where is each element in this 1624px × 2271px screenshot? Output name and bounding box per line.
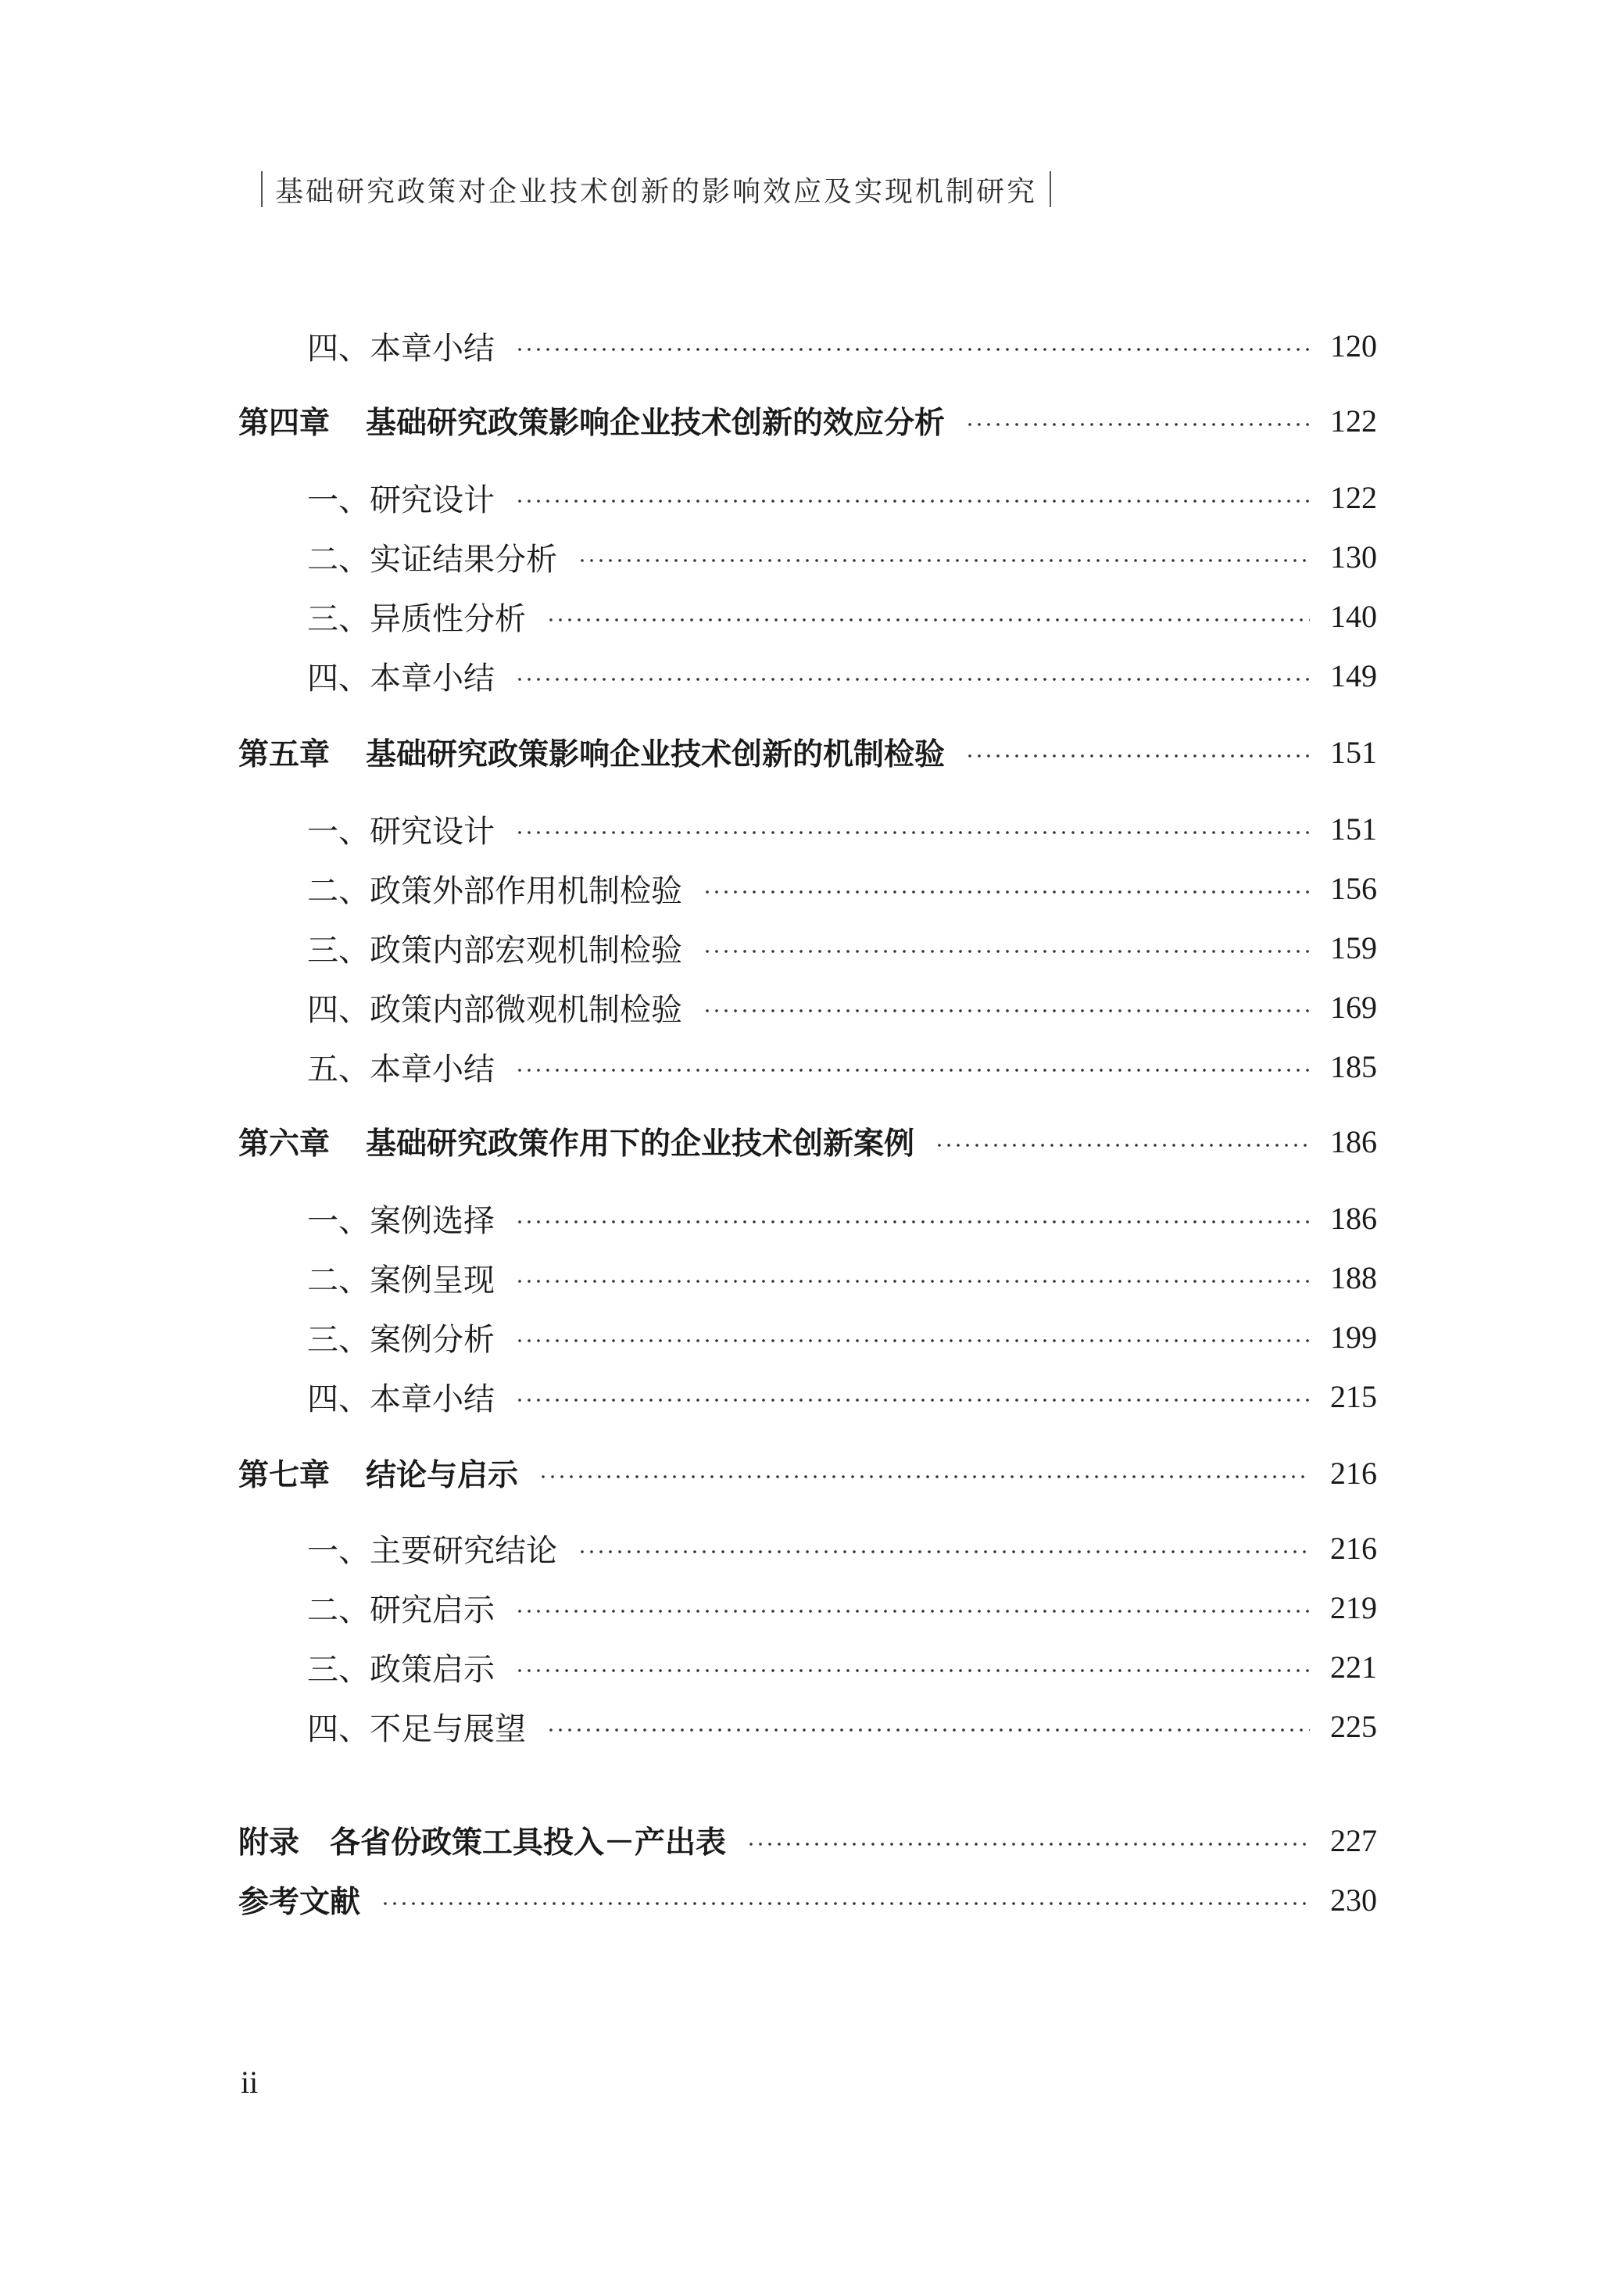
appendix-title: 附录 各省份政策工具投入－产出表	[238, 1825, 727, 1861]
toc-entry-section[interactable]	[307, 1315, 1377, 1359]
header-left-rule	[261, 171, 263, 207]
section-title: 四、不足与展望	[307, 1710, 526, 1747]
running-header	[249, 167, 1064, 211]
toc-entry-chapter[interactable]	[238, 399, 1377, 442]
toc-entry-section[interactable]	[307, 1044, 1377, 1088]
section-title: 四、政策内部微观机制检验	[307, 991, 682, 1028]
dot-leader	[578, 558, 1310, 563]
page-number: 140	[1330, 598, 1377, 634]
dot-leader	[546, 1728, 1310, 1732]
page-number: 122	[1330, 403, 1377, 439]
section-title: 一、案例选择	[307, 1202, 495, 1239]
dot-leader	[703, 1008, 1310, 1013]
page-number: 151	[1330, 811, 1377, 847]
page-number: 151	[1330, 734, 1377, 770]
dot-leader	[546, 618, 1310, 622]
running-title: 基础研究政策对企业技术创新的影响效应及实现机制研究	[275, 175, 1038, 208]
page-number: 159	[1330, 930, 1377, 965]
toc-entry-section[interactable]	[307, 1255, 1377, 1299]
header-right-rule	[1050, 171, 1051, 207]
page-number: 122	[1330, 479, 1377, 515]
page-number: 227	[1330, 1822, 1377, 1858]
toc-entry-section[interactable]	[307, 1704, 1377, 1748]
page-number: 186	[1330, 1123, 1377, 1159]
dot-leader	[515, 1398, 1310, 1402]
dot-leader	[538, 1474, 1310, 1479]
chapter-number: 第四章	[238, 406, 331, 441]
page-number: 156	[1330, 870, 1377, 906]
page-number: 225	[1330, 1708, 1377, 1744]
section-title: 二、研究启示	[307, 1592, 495, 1628]
dot-leader	[515, 1609, 1310, 1614]
dot-leader	[935, 1143, 1310, 1148]
toc-entry-section[interactable]	[307, 866, 1377, 910]
toc-entry-section[interactable]	[307, 594, 1377, 638]
references-title: 参考文献	[238, 1885, 361, 1920]
toc-entry-section[interactable]	[307, 1645, 1377, 1689]
chapter-title: 基础研究政策影响企业技术创新的机制检验	[366, 737, 946, 772]
page-number: 169	[1330, 989, 1377, 1025]
section-title: 二、政策外部作用机制检验	[307, 872, 682, 909]
dot-leader	[515, 1220, 1310, 1224]
dot-leader	[515, 499, 1310, 503]
page-number: 120	[1330, 328, 1377, 364]
section-title: 二、案例呈现	[307, 1262, 495, 1298]
dot-leader	[515, 677, 1310, 682]
page-number: 185	[1330, 1048, 1377, 1084]
dot-leader	[965, 422, 1310, 427]
page-number: 130	[1330, 539, 1377, 575]
dot-leader	[703, 890, 1310, 894]
dot-leader	[746, 1842, 1310, 1847]
chapter-number: 第七章	[238, 1458, 331, 1493]
section-title: 一、研究设计	[307, 813, 495, 850]
section-title: 一、主要研究结论	[307, 1532, 557, 1569]
page-number: 215	[1330, 1378, 1377, 1414]
toc-entry-section[interactable]	[307, 1585, 1377, 1629]
toc-entry-section[interactable]	[307, 654, 1377, 697]
section-title: 四、本章小结	[307, 660, 495, 697]
dot-leader	[515, 1279, 1310, 1284]
toc-entry-references[interactable]	[238, 1878, 1377, 1922]
dot-leader	[515, 347, 1310, 352]
toc-entry-section[interactable]	[307, 1526, 1377, 1570]
toc-entry-section[interactable]	[307, 807, 1377, 851]
dot-leader	[965, 754, 1310, 758]
page-number: 221	[1330, 1649, 1377, 1685]
section-title: 四、本章小结	[307, 330, 495, 367]
section-title: 三、政策内部宏观机制检验	[307, 932, 682, 969]
section-title: 二、实证结果分析	[307, 541, 557, 578]
chapter-title: 基础研究政策作用下的企业技术创新案例	[366, 1127, 915, 1162]
toc-entry-chapter[interactable]	[238, 1451, 1377, 1495]
section-title: 三、案例分析	[307, 1321, 495, 1358]
section-title: 四、本章小结	[307, 1381, 495, 1417]
dot-leader	[515, 1338, 1310, 1343]
dot-leader	[515, 1668, 1310, 1673]
chapter-number: 第六章	[238, 1127, 331, 1162]
dot-leader	[703, 949, 1310, 954]
toc-entry-section[interactable]	[307, 535, 1377, 578]
page-number: 186	[1330, 1200, 1377, 1236]
toc-entry-appendix[interactable]	[238, 1818, 1377, 1862]
section-title: 五、本章小结	[307, 1051, 495, 1087]
toc-entry-section[interactable]	[307, 475, 1377, 519]
toc-entry-section[interactable]	[307, 1196, 1377, 1240]
chapter-title: 结论与启示	[366, 1458, 519, 1493]
toc-entry-chapter[interactable]	[238, 730, 1377, 774]
toc-entry-section[interactable]	[307, 985, 1377, 1029]
dot-leader	[515, 830, 1310, 835]
chapter-title: 基础研究政策影响企业技术创新的效应分析	[366, 406, 946, 441]
dot-leader	[381, 1901, 1310, 1906]
page-number: 199	[1330, 1319, 1377, 1355]
section-title: 三、政策启示	[307, 1651, 495, 1688]
page-number: 216	[1330, 1455, 1377, 1491]
section-title: 一、研究设计	[307, 482, 495, 518]
toc-entry-section[interactable]	[307, 324, 1377, 367]
page-number: 216	[1330, 1530, 1377, 1566]
toc-entry-section[interactable]	[307, 926, 1377, 969]
page-number: 230	[1330, 1882, 1377, 1918]
dot-leader	[578, 1549, 1310, 1554]
dot-leader	[515, 1068, 1310, 1073]
section-title: 三、异质性分析	[307, 600, 526, 637]
chapter-number: 第五章	[238, 737, 331, 772]
page-number: 219	[1330, 1589, 1377, 1625]
page-number: 149	[1330, 657, 1377, 693]
page-folio: ii	[241, 2065, 259, 2100]
toc-entry-section[interactable]	[307, 1374, 1377, 1418]
toc-entry-chapter[interactable]	[238, 1119, 1377, 1163]
page-number: 188	[1330, 1259, 1377, 1295]
